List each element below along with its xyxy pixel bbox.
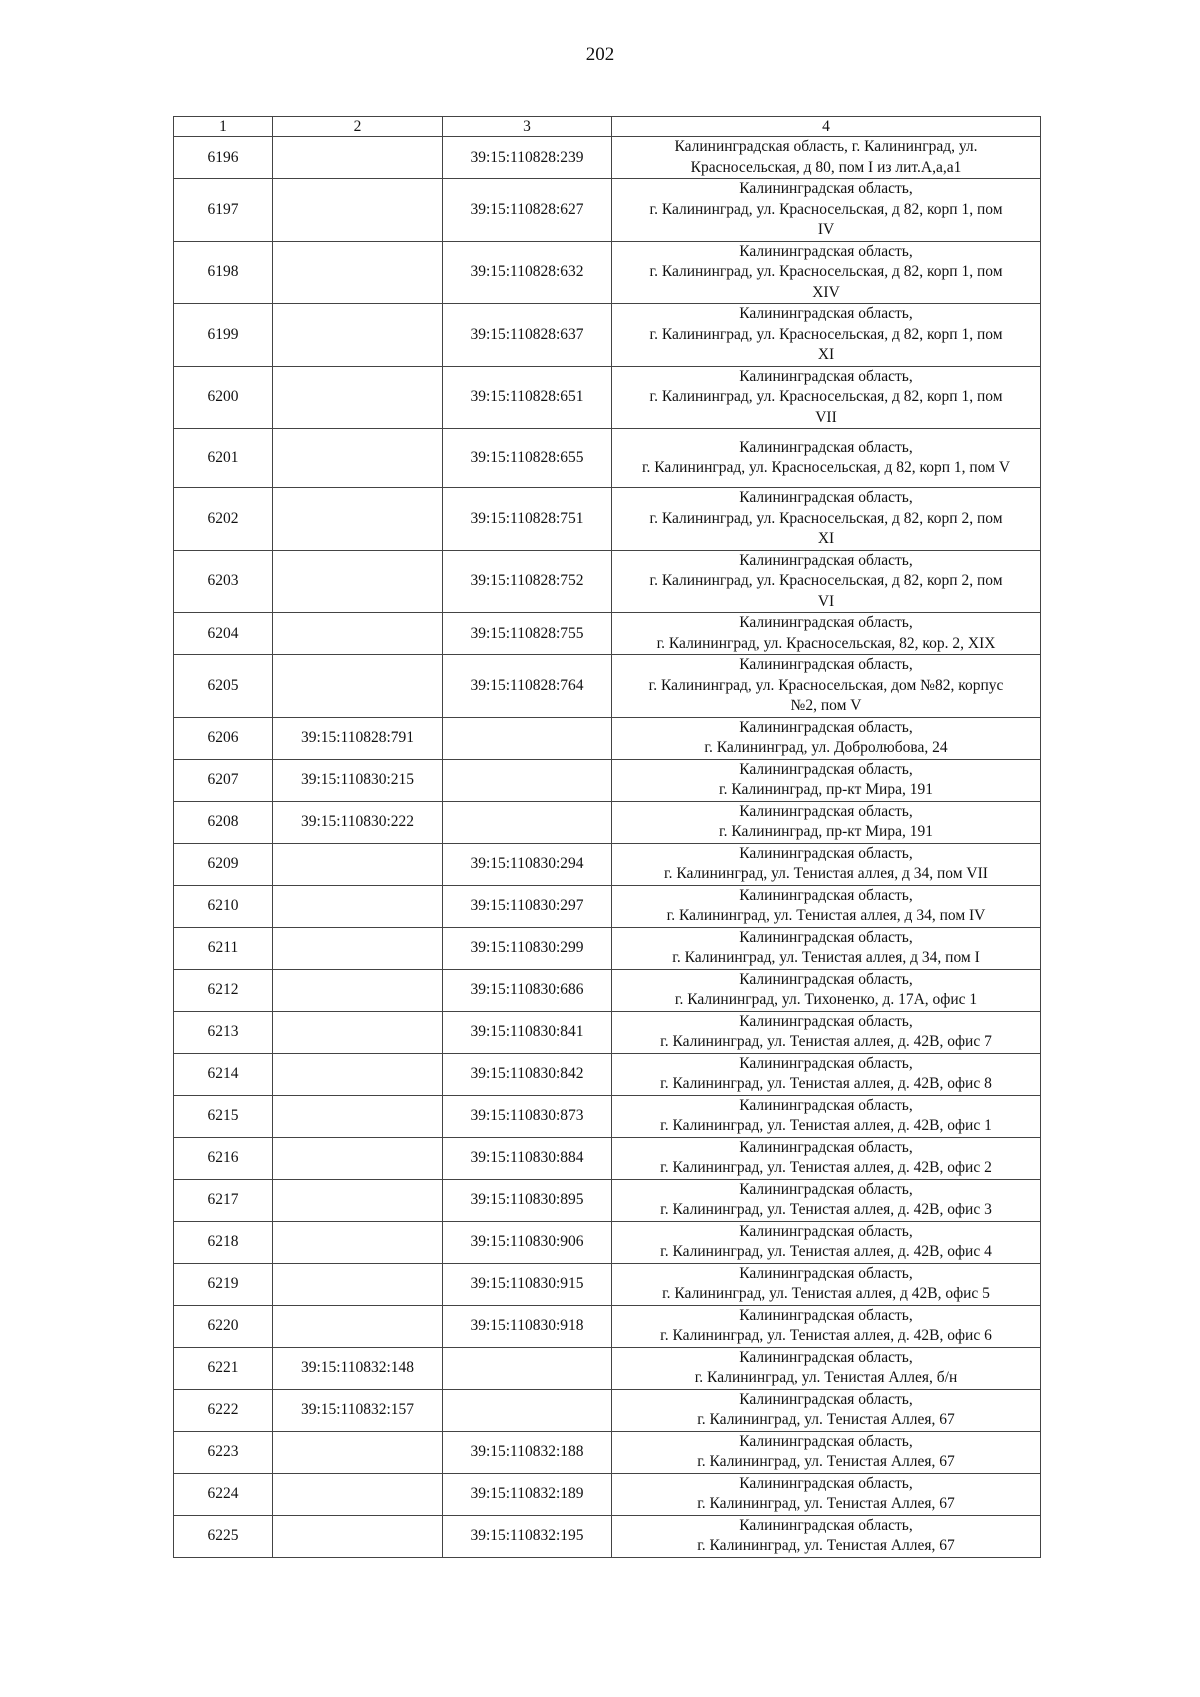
table-row xyxy=(174,1389,1041,1431)
address-cell xyxy=(612,1515,1041,1557)
cadastral-number-col2 xyxy=(273,241,443,304)
table-row xyxy=(174,1347,1041,1389)
cadastral-number-col3: 39:15:110830:294 xyxy=(443,843,612,885)
address-line: г. Калининград, ул. Тенистая аллея, д. 42В, офис 6 xyxy=(660,1327,992,1344)
table-row xyxy=(174,885,1041,927)
address-cell xyxy=(612,759,1041,801)
row-number: 6216 xyxy=(174,1137,273,1179)
address-line: г. Калининград, ул. Тенистая аллея, д 42В, офис 5 xyxy=(662,1285,990,1302)
cadastral-number-col3: 39:15:110828:239 xyxy=(443,137,612,179)
address-cell xyxy=(612,366,1041,429)
cadastral-number-col3: 39:15:110830:842 xyxy=(443,1053,612,1095)
address-line: г. Калининград, ул. Тенистая Аллея, б/н xyxy=(694,1369,958,1386)
address-line: г. Калининград, ул. Тенистая аллея, д. 42В, офис 1 xyxy=(660,1117,992,1134)
cadastral-number-col2 xyxy=(273,1221,443,1263)
cadastral-number-col3: 39:15:110828:651 xyxy=(443,366,612,429)
address-line: г. Калининград, ул. Тенистая аллея, д. 42В, офис 4 xyxy=(660,1243,992,1260)
cadastral-number-col3: 39:15:110828:755 xyxy=(443,613,612,655)
address-line: Калининградская область, xyxy=(739,1516,913,1534)
cadastral-number-col2 xyxy=(273,550,443,613)
address-line: г. Калининград, ул. Красносельская, д 82, корп 1, пом V xyxy=(641,459,1011,476)
address-line: г. Калининград, ул. Тенистая аллея, д 34, пом I xyxy=(672,949,980,966)
table-row xyxy=(174,801,1041,843)
address-line: Калининградская область, xyxy=(739,242,913,260)
address-cell xyxy=(612,843,1041,885)
row-number: 6206 xyxy=(174,717,273,759)
address-line: г. Калининград, ул. Красносельская, дом №82, корпус xyxy=(648,676,1004,694)
row-number: 6218 xyxy=(174,1221,273,1263)
cadastral-number-col2 xyxy=(273,1431,443,1473)
address-line: Калининградская область, xyxy=(739,760,913,778)
table-row xyxy=(174,550,1041,613)
address-cell xyxy=(612,550,1041,613)
address-line: Калининградская область, xyxy=(739,1432,913,1450)
address-cell xyxy=(612,1011,1041,1053)
address-line: г. Калининград, ул. Тенистая Аллея, 67 xyxy=(697,1495,955,1512)
row-number: 6204 xyxy=(174,613,273,655)
table-row xyxy=(174,969,1041,1011)
cadastral-number-col3: 39:15:110830:918 xyxy=(443,1305,612,1347)
table-row xyxy=(174,137,1041,179)
address-line: Калининградская область, xyxy=(739,1054,913,1072)
table-row xyxy=(174,429,1041,488)
address-cell xyxy=(612,655,1041,718)
cadastral-number-col3: 39:15:110830:895 xyxy=(443,1179,612,1221)
address-line: Калининградская область, xyxy=(739,1180,913,1198)
address-line: Калининградская область, xyxy=(739,367,913,385)
cadastral-number-col3: 39:15:110832:195 xyxy=(443,1515,612,1557)
address-line: Калининградская область, xyxy=(739,180,913,197)
cadastral-number-col3: 39:15:110828:627 xyxy=(443,179,612,242)
address-cell xyxy=(612,241,1041,304)
cadastral-number-col2 xyxy=(273,179,443,242)
cadastral-number-col2 xyxy=(273,1473,443,1515)
address-line: Калининградская область, xyxy=(739,1264,913,1282)
cadastral-number-col3: 39:15:110832:188 xyxy=(443,1431,612,1473)
cadastral-number-col3: 39:15:110830:884 xyxy=(443,1137,612,1179)
row-number: 6224 xyxy=(174,1473,273,1515)
address-line: г. Калининград, ул. Тенистая аллея, д 34, пом IV xyxy=(666,907,986,924)
row-number: 6200 xyxy=(174,366,273,429)
table-row xyxy=(174,717,1041,759)
cadastral-number-col2 xyxy=(273,1263,443,1305)
table-row xyxy=(174,366,1041,429)
row-number: 6215 xyxy=(174,1095,273,1137)
table-row xyxy=(174,1263,1041,1305)
address-line: Калининградская область, xyxy=(739,489,913,506)
cadastral-number-col3 xyxy=(443,801,612,843)
address-cell xyxy=(612,1431,1041,1473)
cadastral-number-col3: 39:15:110832:189 xyxy=(443,1473,612,1515)
cadastral-number-col3: 39:15:110830:299 xyxy=(443,927,612,969)
row-number: 6225 xyxy=(174,1515,273,1557)
row-number: 6222 xyxy=(174,1389,273,1431)
cadastral-number-col2: 39:15:110830:222 xyxy=(273,801,443,843)
address-line: Калининградская область, xyxy=(739,551,913,569)
address-cell xyxy=(612,1347,1041,1389)
table-row xyxy=(174,1011,1041,1053)
table-row xyxy=(174,179,1041,242)
cadastral-number-col3: 39:15:110828:752 xyxy=(443,550,612,613)
cadastral-number-col2 xyxy=(273,488,443,551)
address-line: XIV xyxy=(812,283,840,301)
column-header-4: 4 xyxy=(612,117,1041,137)
address-line: Калининградская область, xyxy=(739,438,913,456)
cadastral-number-col2 xyxy=(273,1305,443,1347)
address-line: Калининградская область, xyxy=(739,802,913,820)
cadastral-number-col3 xyxy=(443,1347,612,1389)
address-cell xyxy=(612,1389,1041,1431)
table-row xyxy=(174,488,1041,551)
row-number: 6199 xyxy=(174,304,273,367)
column-header-3: 3 xyxy=(443,117,612,137)
address-cell xyxy=(612,429,1041,488)
cadastral-number-col2: 39:15:110830:215 xyxy=(273,759,443,801)
table-row xyxy=(174,1095,1041,1137)
address-line: г. Калининград, ул. Тенистая аллея, д. 42В, офис 3 xyxy=(660,1201,992,1218)
address-line: Калининградская область, г. Калининград, ул. xyxy=(674,138,978,155)
table-row xyxy=(174,1431,1041,1473)
address-line: г. Калининград, ул. Тихоненко, д. 17А, офис 1 xyxy=(674,991,978,1008)
address-line: г. Калининград, ул. Тенистая аллея, д. 42В, офис 2 xyxy=(660,1159,992,1176)
table-row xyxy=(174,1221,1041,1263)
address-line: VII xyxy=(815,408,837,426)
row-number: 6201 xyxy=(174,429,273,488)
address-line: г. Калининград, ул. Тенистая аллея, д. 42В, офис 7 xyxy=(660,1033,992,1050)
cadastral-number-col2 xyxy=(273,613,443,655)
row-number: 6209 xyxy=(174,843,273,885)
address-line: г. Калининград, ул. Тенистая аллея, д. 42В, офис 8 xyxy=(660,1075,992,1092)
address-cell xyxy=(612,1305,1041,1347)
table-row xyxy=(174,843,1041,885)
address-line: XI xyxy=(817,346,835,363)
header-row xyxy=(174,117,1041,137)
address-line: Калининградская область, xyxy=(739,1222,913,1240)
cadastral-number-col3 xyxy=(443,717,612,759)
address-cell xyxy=(612,969,1041,1011)
address-cell xyxy=(612,885,1041,927)
cadastral-number-col3: 39:15:110830:906 xyxy=(443,1221,612,1263)
address-line: Калининградская область, xyxy=(739,656,913,673)
address-line: Красносельская, д 80, пом I из лит.А,а,а1 xyxy=(690,158,962,176)
address-line: IV xyxy=(817,221,835,238)
address-line: г. Калининград, пр-кт Мира, 191 xyxy=(719,781,933,798)
cadastral-number-col3 xyxy=(443,1389,612,1431)
address-line: Калининградская область, xyxy=(739,1348,913,1366)
column-header-1: 1 xyxy=(174,117,273,137)
address-line: г. Калининград, ул. Красносельская, д 82, корп 1, пом xyxy=(649,200,1003,218)
cadastral-number-col3: 39:15:110828:637 xyxy=(443,304,612,367)
row-number: 6210 xyxy=(174,885,273,927)
row-number: 6219 xyxy=(174,1263,273,1305)
table-row xyxy=(174,304,1041,367)
address-line: №2, пом V xyxy=(790,697,862,714)
page-number: 202 xyxy=(585,44,615,65)
row-number: 6220 xyxy=(174,1305,273,1347)
address-cell xyxy=(612,1263,1041,1305)
address-line: Калининградская область, xyxy=(739,305,913,322)
cadastral-number-col3: 39:15:110828:655 xyxy=(443,429,612,488)
cadastral-number-col3: 39:15:110830:915 xyxy=(443,1263,612,1305)
cadastral-number-col3: 39:15:110828:632 xyxy=(443,241,612,304)
address-cell xyxy=(612,1095,1041,1137)
cadastral-number-col3: 39:15:110830:686 xyxy=(443,969,612,1011)
address-line: г. Калининград, ул. Добролюбова, 24 xyxy=(704,739,948,756)
cadastral-number-col3: 39:15:110830:841 xyxy=(443,1011,612,1053)
address-cell xyxy=(612,717,1041,759)
address-cell xyxy=(612,1473,1041,1515)
cadastral-number-col2 xyxy=(273,1011,443,1053)
row-number: 6197 xyxy=(174,179,273,242)
address-cell xyxy=(612,927,1041,969)
cadastral-number-col2: 39:15:110832:157 xyxy=(273,1389,443,1431)
address-line: XI xyxy=(817,530,835,547)
row-number: 6207 xyxy=(174,759,273,801)
table-body xyxy=(174,137,1041,1558)
table-row xyxy=(174,1515,1041,1557)
cadastral-number-col2: 39:15:110832:148 xyxy=(273,1347,443,1389)
address-cell xyxy=(612,1221,1041,1263)
address-line: г. Калининград, ул. Красносельская, д 82, корп 2, пом xyxy=(649,509,1003,527)
table-row xyxy=(174,1053,1041,1095)
cadastral-number-col3: 39:15:110830:873 xyxy=(443,1095,612,1137)
row-number: 6214 xyxy=(174,1053,273,1095)
address-cell xyxy=(612,1179,1041,1221)
address-cell xyxy=(612,488,1041,551)
row-number: 6203 xyxy=(174,550,273,613)
row-number: 6223 xyxy=(174,1431,273,1473)
cadastral-number-col2 xyxy=(273,429,443,488)
cadastral-number-col2 xyxy=(273,843,443,885)
cadastral-number-col3: 39:15:110828:764 xyxy=(443,655,612,718)
registry-table xyxy=(173,116,1041,1558)
row-number: 6213 xyxy=(174,1011,273,1053)
cadastral-number-col2 xyxy=(273,1179,443,1221)
cadastral-number-col2 xyxy=(273,655,443,718)
table-row xyxy=(174,1179,1041,1221)
cadastral-number-col2 xyxy=(273,885,443,927)
address-line: г. Калининград, ул. Тенистая Аллея, 67 xyxy=(697,1453,955,1470)
address-line: г. Калининград, ул. Тенистая аллея, д 34, пом VII xyxy=(664,865,988,882)
address-line: г. Калининград, ул. Тенистая Аллея, 67 xyxy=(697,1537,955,1554)
table-row xyxy=(174,927,1041,969)
cadastral-number-col2 xyxy=(273,969,443,1011)
address-line: Калининградская область, xyxy=(739,614,913,631)
row-number: 6205 xyxy=(174,655,273,718)
address-line: Калининградская область, xyxy=(739,1096,913,1114)
address-line: г. Калининград, ул. Красносельская, д 82, корп 1, пом xyxy=(649,263,1003,280)
row-number: 6198 xyxy=(174,241,273,304)
table-row xyxy=(174,1305,1041,1347)
table-row xyxy=(174,241,1041,304)
table-row xyxy=(174,655,1041,718)
cadastral-number-col2 xyxy=(273,1053,443,1095)
address-cell xyxy=(612,304,1041,367)
row-number: 6221 xyxy=(174,1347,273,1389)
table-row xyxy=(174,1137,1041,1179)
address-cell xyxy=(612,1053,1041,1095)
cadastral-number-col2 xyxy=(273,1137,443,1179)
address-line: Калининградская область, xyxy=(739,1306,913,1324)
cadastral-number-col3: 39:15:110830:297 xyxy=(443,885,612,927)
row-number: 6211 xyxy=(174,927,273,969)
address-cell xyxy=(612,1137,1041,1179)
address-line: Калининградская область, xyxy=(739,1012,913,1030)
address-line: Калининградская область, xyxy=(739,1138,913,1156)
address-line: Калининградская область, xyxy=(739,928,913,946)
cadastral-number-col3: 39:15:110828:751 xyxy=(443,488,612,551)
table-row xyxy=(174,759,1041,801)
address-line: VI xyxy=(817,592,835,610)
cadastral-number-col2 xyxy=(273,304,443,367)
address-line: Калининградская область, xyxy=(739,844,913,862)
address-line: г. Калининград, ул. Красносельская, д 82, корп 1, пом xyxy=(649,388,1003,405)
address-line: Калининградская область, xyxy=(739,886,913,904)
address-line: г. Калининград, ул. Красносельская, 82, кор. 2, XIX xyxy=(656,634,996,652)
cadastral-number-col2 xyxy=(273,137,443,179)
cadastral-number-col2 xyxy=(273,366,443,429)
address-line: Калининградская область, xyxy=(739,1474,913,1492)
address-line: Калининградская область, xyxy=(739,970,913,988)
address-line: г. Калининград, пр-кт Мира, 191 xyxy=(719,823,933,840)
address-cell xyxy=(612,137,1041,179)
row-number: 6208 xyxy=(174,801,273,843)
row-number: 6196 xyxy=(174,137,273,179)
address-cell xyxy=(612,179,1041,242)
table-row xyxy=(174,1473,1041,1515)
row-number: 6217 xyxy=(174,1179,273,1221)
address-cell xyxy=(612,613,1041,655)
cadastral-number-col3 xyxy=(443,759,612,801)
address-line: г. Калининград, ул. Красносельская, д 82, корп 2, пом xyxy=(649,572,1003,589)
cadastral-number-col2 xyxy=(273,1515,443,1557)
row-number: 6202 xyxy=(174,488,273,551)
cadastral-number-col2 xyxy=(273,1095,443,1137)
table-row xyxy=(174,613,1041,655)
row-number: 6212 xyxy=(174,969,273,1011)
address-line: Калининградская область, xyxy=(739,718,913,736)
address-line: г. Калининград, ул. Красносельская, д 82, корп 1, пом xyxy=(649,325,1003,343)
address-line: Калининградская область, xyxy=(739,1390,913,1408)
cadastral-number-col2: 39:15:110828:791 xyxy=(273,717,443,759)
address-cell xyxy=(612,801,1041,843)
column-header-2: 2 xyxy=(273,117,443,137)
cadastral-number-col2 xyxy=(273,927,443,969)
address-line: г. Калининград, ул. Тенистая Аллея, 67 xyxy=(697,1411,955,1428)
